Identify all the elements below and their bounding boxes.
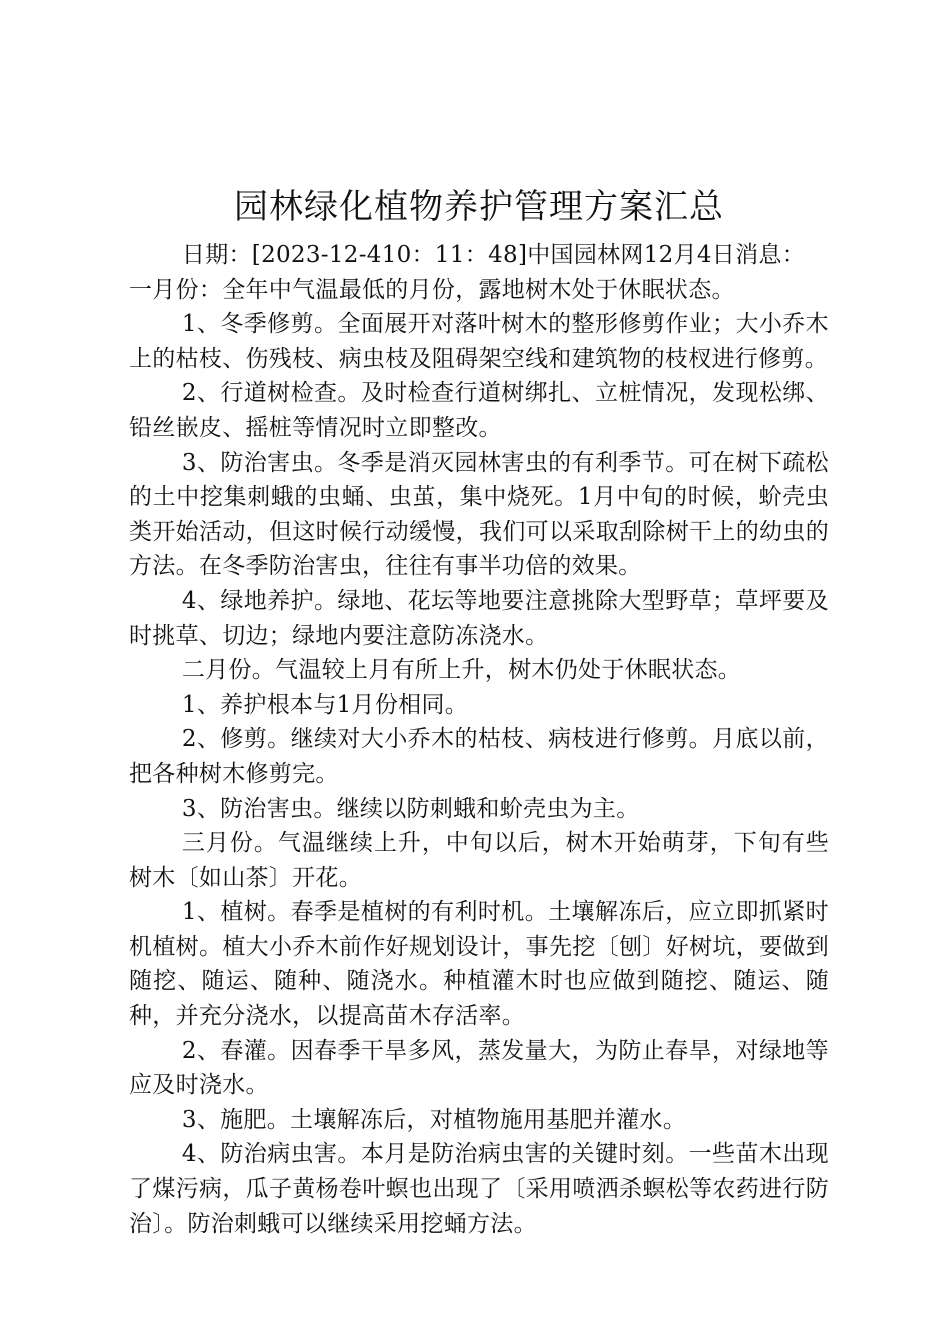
paragraph-feb-pests: 3、防治害虫。继续以防刺蛾和蚧壳虫为主。	[181, 795, 640, 822]
paragraph-mar-pests: 4、防治病虫害。本月是防治病虫害的关键时刻。一些苗木出现了煤污病，瓜子黄杨卷叶螟也出现了〔采用喷洒杀螟松等农药进行防治〕。防治刺蛾可以继续采用挖蛹方法。	[129, 1141, 829, 1237]
paragraph-mar-fertilizing: 3、施肥。土壤解冻后，对植物施用基肥并灌水。	[181, 1106, 687, 1133]
paragraph-feb-maintenance: 1、养护根本与1月份相同。	[181, 691, 469, 718]
paragraph-march: 三月份。气温继续上升，中旬以后，树木开始萌芽，下旬有些树木〔如山茶〕开花。	[129, 830, 829, 891]
paragraph-mar-irrigation: 2、春灌。因春季干旱多风，蒸发量大，为防止春旱，对绿地等应及时浇水。	[129, 1037, 829, 1099]
paragraph-feb-pruning: 2、修剪。继续对大小乔木的枯枝、病枝进行修剪。月底以前，把各种树木修剪完。	[129, 726, 829, 787]
paragraph-jan-pruning: 1、冬季修剪。全面展开对落叶树木的整形修剪作业；大小乔木上的枯枝、伤残枝、病虫枝及阻碍架空线和建筑物的枝杈进行修剪。	[129, 311, 829, 372]
paragraph-february: 二月份。气温较上月有所上升，树木仍处于休眠状态。	[181, 657, 742, 684]
paragraph-january: 一月份：全年中气温最低的月份，露地树木处于休眠状态。	[129, 276, 735, 303]
paragraph-jan-greenland: 4、绿地养护。绿地、花坛等地要注意挑除大型野草；草坪要及时挑草、切边；绿地内要注意防冻浇水。	[129, 587, 829, 649]
document-body	[129, 238, 829, 1241]
paragraph-jan-street-trees: 2、行道树检查。及时检查行道树绑扎、立桩情况，发现松绑、铅丝嵌皮、摇桩等情况时立即整改。	[129, 380, 829, 441]
paragraph-date: 日期：[2023-12-410：11：48]中国园林网12月4日消息：	[181, 242, 806, 268]
document-page	[129, 180, 829, 1241]
paragraph-jan-pests: 3、防治害虫。冬季是消灭园林害虫的有利季节。可在树下疏松的土中挖集刺蛾的虫蛹、虫茧，集中烧死。1月中旬的时候，蚧壳虫类开始活动，但这时候行动缓慢，我们可以采取刮除树干上的幼虫的方法。在冬季防治害虫，往往有事半功倍的效果。	[129, 449, 829, 580]
paragraph-mar-planting: 1、植树。春季是植树的有利时机。土壤解冻后，应立即抓紧时机植树。植大小乔木前作好规划设计，事先挖〔刨〕好树坑，要做到随挖、随运、随种、随浇水。种植灌木时也应做到随挖、随运、随种，并充分浇水，以提高苗木存活率。	[129, 899, 829, 1030]
document-title: 园林绿化植物养护管理方案汇总	[234, 187, 724, 227]
